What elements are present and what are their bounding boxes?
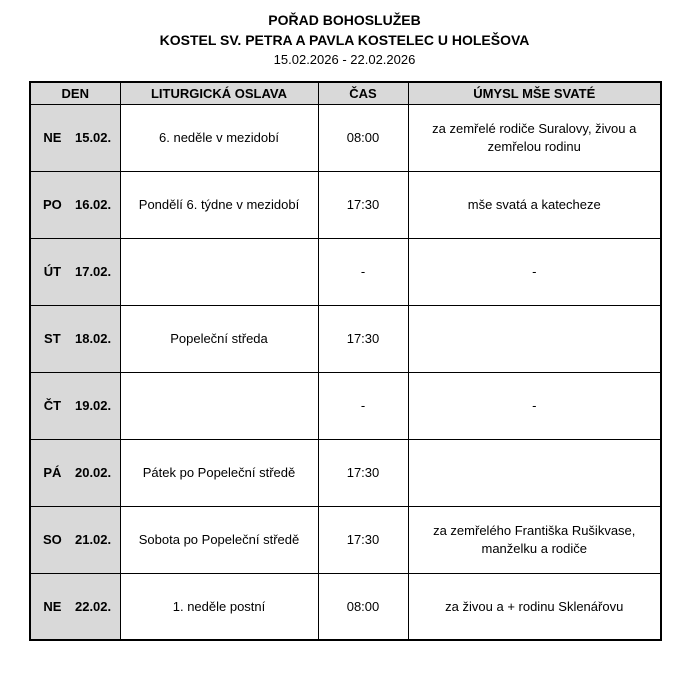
day-abbrev: PO — [42, 197, 62, 213]
table-row — [30, 372, 661, 439]
celebration-cell — [120, 238, 318, 305]
time-cell: - — [318, 372, 408, 439]
table-row — [30, 506, 661, 573]
day-cell — [30, 372, 120, 439]
table-body — [30, 104, 661, 640]
time-cell: 17:30 — [318, 439, 408, 506]
intention-cell — [408, 439, 661, 506]
day-cell — [30, 506, 120, 573]
time-cell: 08:00 — [318, 573, 408, 640]
column-header-cas: ČAS — [318, 82, 408, 104]
day-date: 16.02. — [74, 197, 112, 213]
page-title: POŘAD BOHOSLUŽEB — [268, 12, 421, 28]
celebration-cell: Pondělí 6. týdne v mezidobí — [120, 171, 318, 238]
celebration-cell: Popeleční středa — [120, 305, 318, 372]
intention-cell: - — [408, 238, 661, 305]
intention-cell: - — [408, 372, 661, 439]
table-row — [30, 171, 661, 238]
column-header-liturgicka-oslava: LITURGICKÁ OSLAVA — [120, 82, 318, 104]
table-row — [30, 573, 661, 640]
day-cell — [30, 305, 120, 372]
celebration-cell: Pátek po Popeleční středě — [120, 439, 318, 506]
intention-cell: mše svatá a katecheze — [408, 171, 661, 238]
time-cell: 08:00 — [318, 104, 408, 171]
time-cell: - — [318, 238, 408, 305]
day-cell — [30, 171, 120, 238]
day-date: 19.02. — [74, 398, 112, 414]
intention-cell: za zemřelého Františka Rušikvase, manželku a rodiče — [408, 506, 661, 573]
intention-cell: za zemřelé rodiče Suralovy, živou a zemřelou rodinu — [408, 104, 661, 171]
day-abbrev: ČT — [43, 398, 62, 414]
intention-cell: za živou a + rodinu Sklenářovu — [408, 573, 661, 640]
day-abbrev: SO — [42, 532, 62, 548]
day-abbrev: NE — [43, 598, 62, 614]
day-cell — [30, 439, 120, 506]
day-abbrev: NE — [43, 130, 62, 146]
day-abbrev: PÁ — [43, 465, 62, 481]
day-date: 18.02. — [74, 331, 112, 347]
table-row — [30, 104, 661, 171]
time-cell: 17:30 — [318, 305, 408, 372]
table-row — [30, 439, 661, 506]
time-cell: 17:30 — [318, 506, 408, 573]
celebration-cell: Sobota po Popeleční středě — [120, 506, 318, 573]
day-date: 15.02. — [74, 130, 112, 146]
time-cell: 17:30 — [318, 171, 408, 238]
column-header-den: DEN — [30, 82, 120, 104]
celebration-cell — [120, 372, 318, 439]
celebration-cell: 1. neděle postní — [120, 573, 318, 640]
schedule-table — [29, 81, 662, 641]
date-range: 15.02.2026 - 22.02.2026 — [273, 51, 416, 67]
celebration-cell: 6. neděle v mezidobí — [120, 104, 318, 171]
day-date: 20.02. — [74, 465, 112, 481]
day-cell — [30, 573, 120, 640]
day-date: 21.02. — [74, 532, 112, 548]
column-header-umysl: ÚMYSL MŠE SVATÉ — [408, 82, 661, 104]
day-cell — [30, 104, 120, 171]
day-abbrev: ÚT — [43, 264, 62, 280]
intention-cell — [408, 305, 661, 372]
day-cell — [30, 238, 120, 305]
table-row — [30, 305, 661, 372]
day-date: 17.02. — [74, 264, 112, 280]
table-row — [30, 238, 661, 305]
document-header — [29, 10, 660, 69]
table-header-row — [30, 82, 661, 104]
day-abbrev: ST — [44, 331, 61, 347]
day-date: 22.02. — [74, 598, 112, 614]
page-subtitle: KOSTEL SV. PETRA A PAVLA KOSTELEC U HOLEŠOVA — [159, 32, 530, 49]
